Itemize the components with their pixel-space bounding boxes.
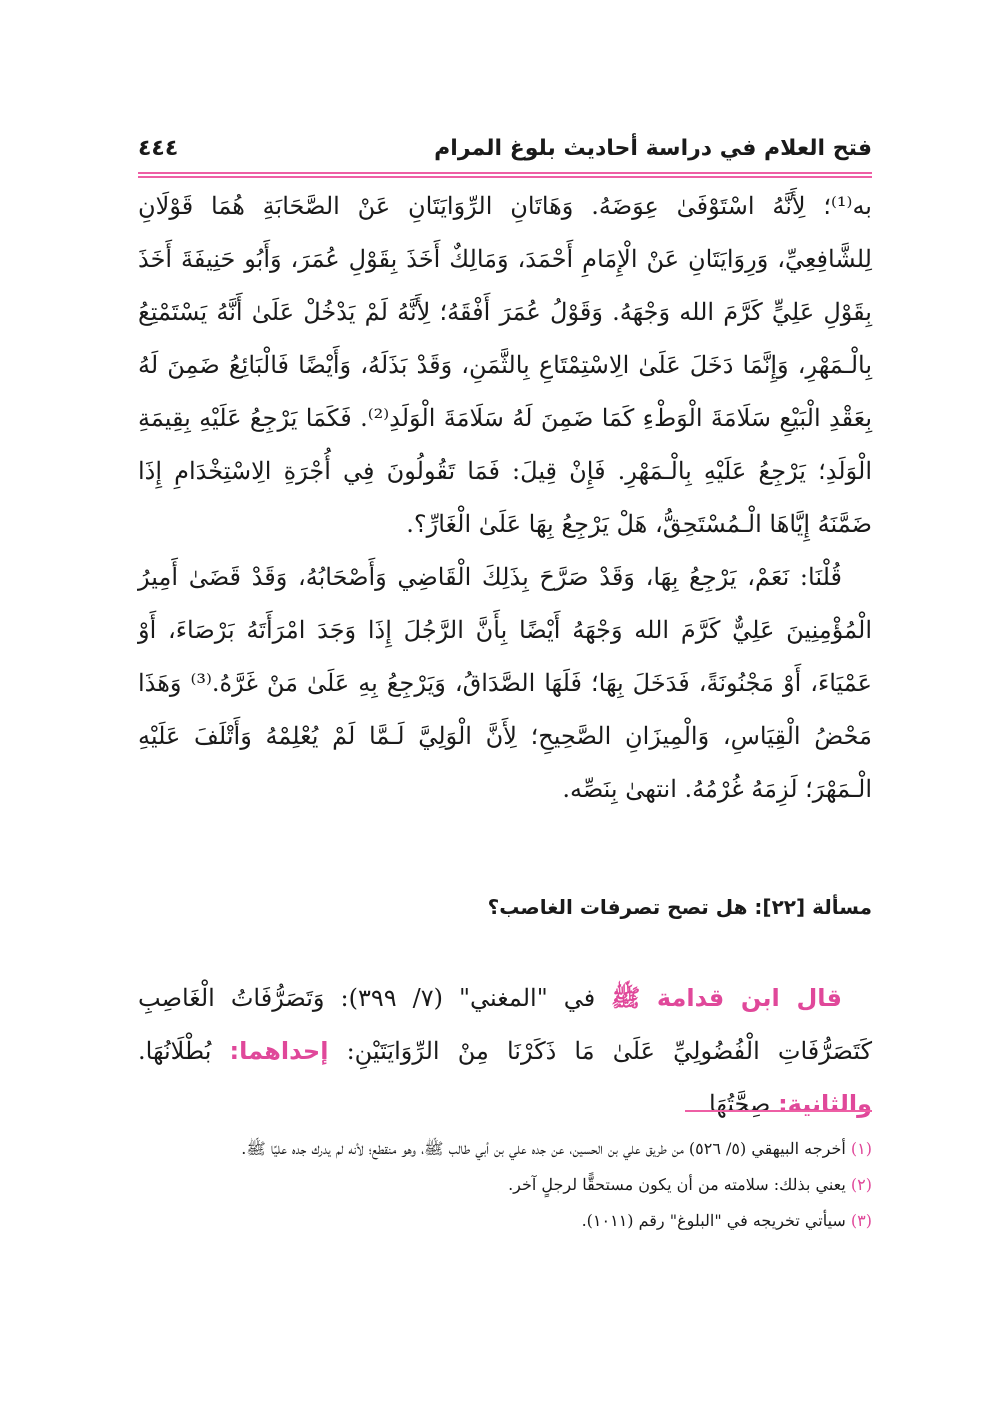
footnote-number: (١): [850, 1139, 872, 1158]
second-text: صِحَّتُهَا: [708, 1090, 779, 1118]
footnotes: [138, 1135, 872, 1243]
footnote-separator: [685, 1110, 872, 1112]
book-title: فتح العلام في دراسة أحاديث بلوغ المرام: [434, 136, 872, 161]
footnote-number: (٢): [850, 1175, 872, 1194]
page-header: [138, 112, 872, 172]
issue-heading: مسألة [٢٢]: هل تصح تصرفات الغاصب؟: [487, 895, 872, 919]
footnote-text: سيأتي تخريجه في "البلوغ" رقم (١٠١١).: [581, 1211, 846, 1230]
quote-author: قال ابن قدامة ﷺ: [611, 984, 842, 1012]
footnote-1: [138, 1135, 872, 1163]
footnote-3: [138, 1207, 872, 1235]
footnote-text: يعني بذلك: سلامته من أن يكون مستحقًّا لرجلٍ آخر.: [508, 1175, 846, 1194]
paragraph-1: به⁽¹⁾؛ لِأَنَّهُ اسْتَوْفَىٰ عِوَضَهُ. وَهَاتَانِ الرِّوَايَتَانِ عَنْ الصَّحَابَةِ هُمَا قَوْلَانِ لِلشَّافِعِيِّ، وَرِوَايَتَانِ عَنْ الْإِمَامِ أَحْمَدَ، وَمَالِكٌ أَخَذَ بِقَوْلِ عُمَرَ، وَأَبُو حَنِيفَةَ أَخَذَ بِقَوْلِ عَلِيٍّ كَرَّمَ الله وَجْهَهُ. وَقَوْلُ عُمَرَ أَفْقَهُ؛ لِأَنَّهُ لَمْ يَدْخُلْ عَلَىٰ أَنَّهُ يَسْتَمْتِعُ بِالْـمَهْرِ، وَإِنَّمَا دَخَلَ عَلَىٰ الِاسْتِمْتَاعِ بِالثَّمَنِ، وَقَدْ بَذَلَهُ، وَأَيْضًا فَالْبَائِعُ ضَمِنَ لَهُ بِعَقْدِ الْبَيْعِ سَلَامَةَ الْوَطْءِ كَمَا ضَمِنَ لَهُ سَلَامَةَ الْوَلَدِ⁽²⁾. فَكَمَا يَرْجِعُ عَلَيْهِ بِقِيمَةِ الْوَلَدِ؛ يَرْجِعُ عَلَيْهِ بِالْـمَهْرِ. فَإِنْ قِيلَ: فَمَا تَقُولُونَ فِي أُجْرَةِ الِاسْتِخْدَامِ إِذَا ضَمَّنَهُ إِيَّاهَا الْـمُسْتَحِقُّ، هَلْ يَرْجِعُ بِهَا عَلَىٰ الْغَارِّ؟.: [138, 192, 872, 538]
first-label: إحداهما:: [229, 1037, 329, 1065]
quote-source-text: في "المغني" (٧/ ٣٩٩): وَتَصَرُّفَاتُ الْغَاصِبِ كَتَصَرُّفَاتِ الْفُضُولِيِّ عَلَىٰ مَا ذَكَرْنَا مِنْ الرِّوَايَتَيْنِ:: [138, 984, 873, 1065]
page-number: ٤٤٤: [138, 136, 179, 161]
second-label: والثانية:: [778, 1090, 872, 1118]
footnote-text: أخرجه البيهقي (٥/ ٥٢٦) من طريق علي بن الحسين، عن جده علي بن أبي طالب ﷺ، وهو منقطع؛ لأنه لم يدرك جده عليًا ﷺ.: [241, 1139, 846, 1158]
first-text: بُطْلَانُهَا.: [138, 1037, 230, 1065]
paragraph-2: قُلْنَا: نَعَمْ، يَرْجِعُ بِهَا، وَقَدْ صَرَّحَ بِذَلِكَ الْقَاضِي وَأَصْحَابُهُ، وَقَدْ قَضَىٰ أَمِيرُ الْمُؤْمِنِينَ عَلِيٌّ كَرَّمَ الله وَجْهَهُ أَيْضًا بِأَنَّ الرَّجُلَ إِذَا وَجَدَ امْرَأَتَهُ بَرْصَاءَ، أَوْ عَمْيَاءَ، أَوْ مَجْنُونَةً، فَدَخَلَ بِهَا؛ فَلَهَا الصَّدَاقُ، وَيَرْجِعُ بِهِ عَلَىٰ مَنْ غَرَّهُ.⁽³⁾ وَهَذَا مَحْضُ الْقِيَاسِ، وَالْمِيزَانِ الصَّحِيحِ؛ لِأَنَّ الْوَلِيَّ لَـمَّا لَمْ يُعْلِمْهُ وَأَتْلَفَ عَلَيْهِ الْـمَهْرَ؛ لَزِمَهُ غُرْمُهُ. انتهىٰ بِنَصِّه.: [138, 563, 872, 803]
footnote-2: [138, 1171, 872, 1199]
main-text: [138, 180, 872, 816]
quote-paragraph: [138, 972, 872, 1131]
footnote-number: (٣): [850, 1211, 872, 1230]
header-double-rule: [138, 172, 872, 178]
